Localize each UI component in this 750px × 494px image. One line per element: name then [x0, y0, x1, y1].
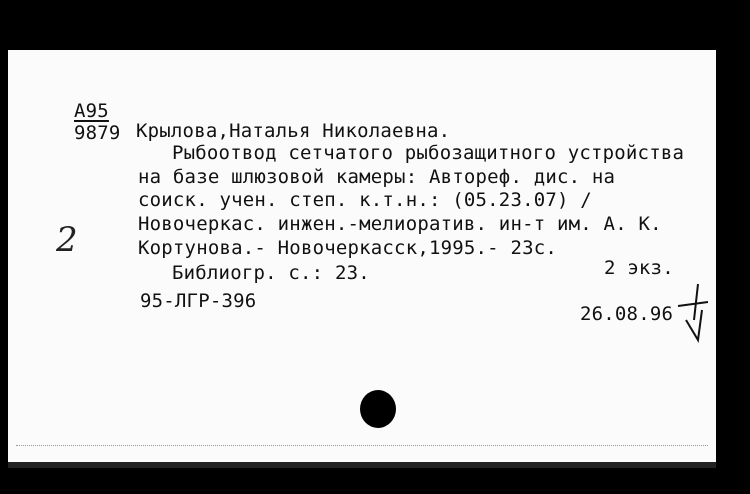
copies-count: 2 экз. [604, 257, 674, 279]
title-line-4: Новочеркас. инжен.-мелиоратив. ин-т им. А. К. [138, 213, 662, 235]
catalog-code: 95-ЛГР-396 [140, 290, 257, 312]
shelf-mark: A95 [74, 100, 109, 122]
checkmark-scribble-icon [668, 280, 712, 344]
handwritten-mark: 2 [56, 220, 78, 260]
bibliography-note: Библиогр. с.: 23. [172, 262, 370, 284]
title-line-1: Рыбоотвод сетчатого рыбозащитного устройства [172, 142, 685, 164]
card-edge [8, 462, 716, 468]
title-line-2: на базе шлюзовой камеры: Автореф. дис. на [138, 166, 616, 188]
author-name: Крылова,Наталья Николаевна. [136, 120, 451, 142]
punch-hole [360, 390, 396, 428]
record-number: 9879 [74, 122, 121, 144]
processing-date: 26.08.96 [580, 303, 674, 325]
divider [16, 445, 708, 446]
title-line-5: Кортунова.- Новочеркасск,1995.- 23с. [138, 237, 558, 259]
catalog-card [8, 50, 716, 462]
title-line-3: соиск. учен. степ. к.т.н.: (05.23.07) / [138, 189, 592, 211]
